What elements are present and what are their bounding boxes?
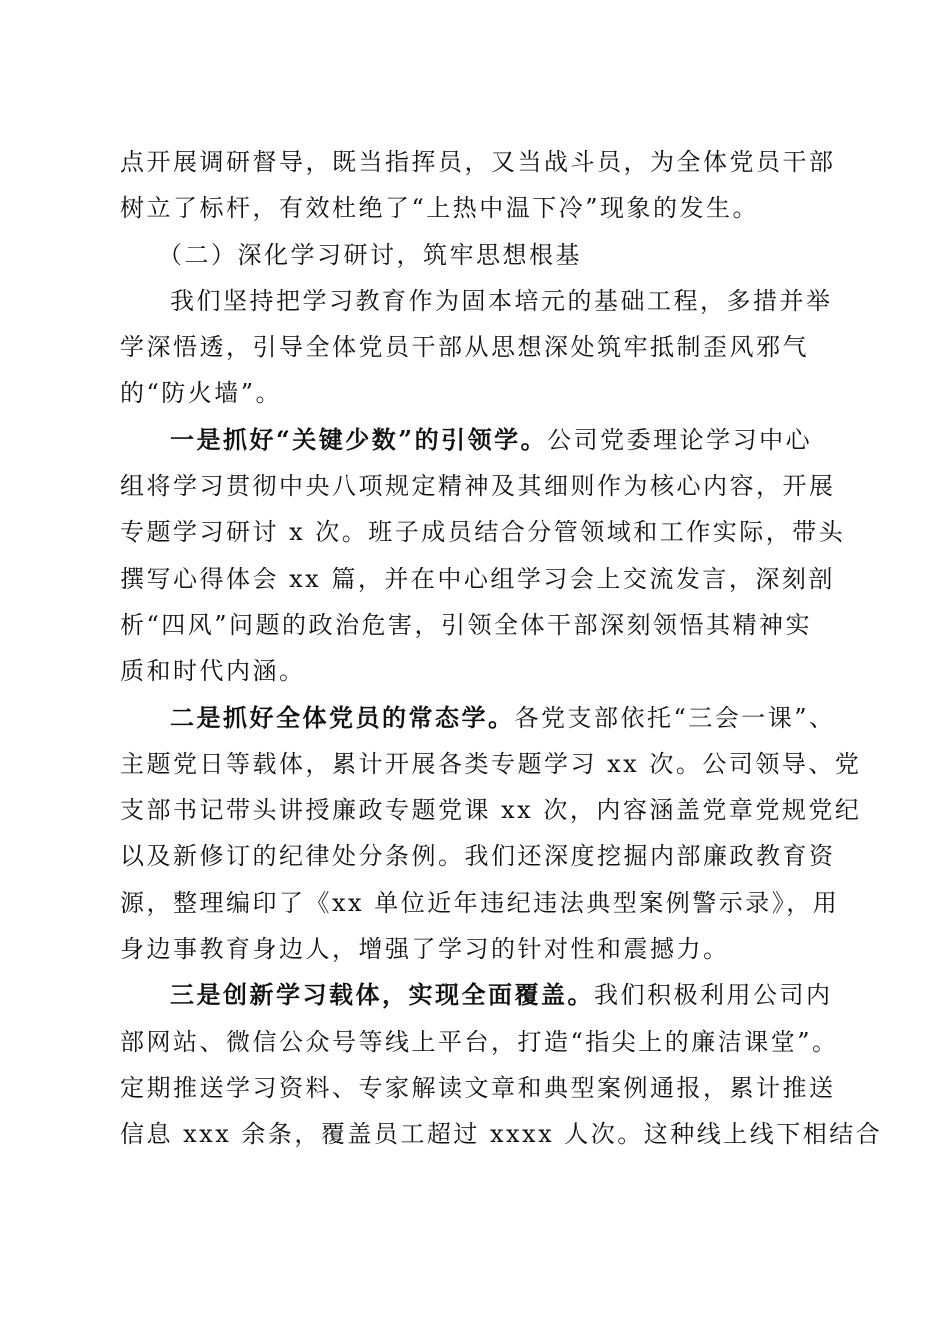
paragraph-lead-bold: 二是抓好全体党员的常态学。 [170, 702, 515, 732]
body-line: 组将学习贯彻中央八项规定精神及其细则作为核心内容，开展 [120, 472, 836, 501]
body-line: 析“四风”问题的政治危害，引领全体干部深刻领悟其精神实 [120, 610, 813, 639]
paragraph-first-line [120, 417, 832, 463]
paragraph-lead-bold: 三是创新学习载体，实现全面覆盖。 [170, 980, 594, 1010]
body-line: 树立了标杆，有效杜绝了“上热中温下冷”现象的发生。 [120, 194, 760, 223]
body-line: 学深悟透，引导全体党员干部从思想深处筑牢抵制歪风邪气 [120, 333, 809, 362]
body-line: 主题党日等载体，累计开展各类专题学习 xx 次。公司领导、党 [120, 749, 862, 778]
document-body [120, 139, 883, 1158]
body-line: 部网站、微信公众号等线上平台，打造“指尖上的廉洁课堂”。 [120, 1027, 839, 1056]
body-line: 源，整理编印了《xx 单位近年违纪违法典型案例警示录》，用 [120, 888, 840, 917]
paragraph-lead-bold: 一是抓好“关键少数”的引领学。 [170, 424, 548, 454]
paragraph-first-line [120, 695, 836, 741]
section-heading: （二）深化学习研讨，筑牢思想根基 [158, 240, 582, 269]
paragraph-first-line: 我们坚持把学习教育作为固本培元的基础工程，多措并举 [170, 286, 833, 315]
body-line: 支部书记带头讲授廉政专题党课 xx 次，内容涵盖党章党规党纪 [120, 796, 862, 825]
body-line: 身边事教育身边人，增强了学习的针对性和震撼力。 [120, 935, 730, 964]
body-line: 点开展调研督导，既当指挥员，又当战斗员，为全体党员干部 [120, 148, 836, 176]
body-line: 质和时代内涵。 [120, 657, 306, 686]
body-line: 信息 xxx 余条，覆盖员工超过 xxxx 人次。这种线上线下相结合 [120, 1120, 883, 1149]
body-line: 撰写心得体会 xx 篇，并在中心组学习会上交流发言，深刻剖 [120, 564, 835, 593]
body-line: 的“防火墙”。 [120, 379, 283, 408]
body-line: 定期推送学习资料、专家解读文章和典型案例通报，累计推送 [120, 1073, 836, 1102]
paragraph-lead-text: 公司党委理论学习中心 [547, 425, 813, 454]
paragraph-first-line [120, 972, 832, 1018]
body-line: 专题学习研讨 x 次。班子成员结合分管领域和工作实际，带头 [120, 518, 846, 547]
body-line: 以及新修订的纪律处分条例。我们还深度挖掘内部廉政教育资 [120, 842, 836, 871]
paragraph-lead-text: 各党支部依托“三会一课”、 [514, 703, 836, 732]
paragraph-lead-text: 我们积极利用公司内 [594, 981, 833, 1010]
